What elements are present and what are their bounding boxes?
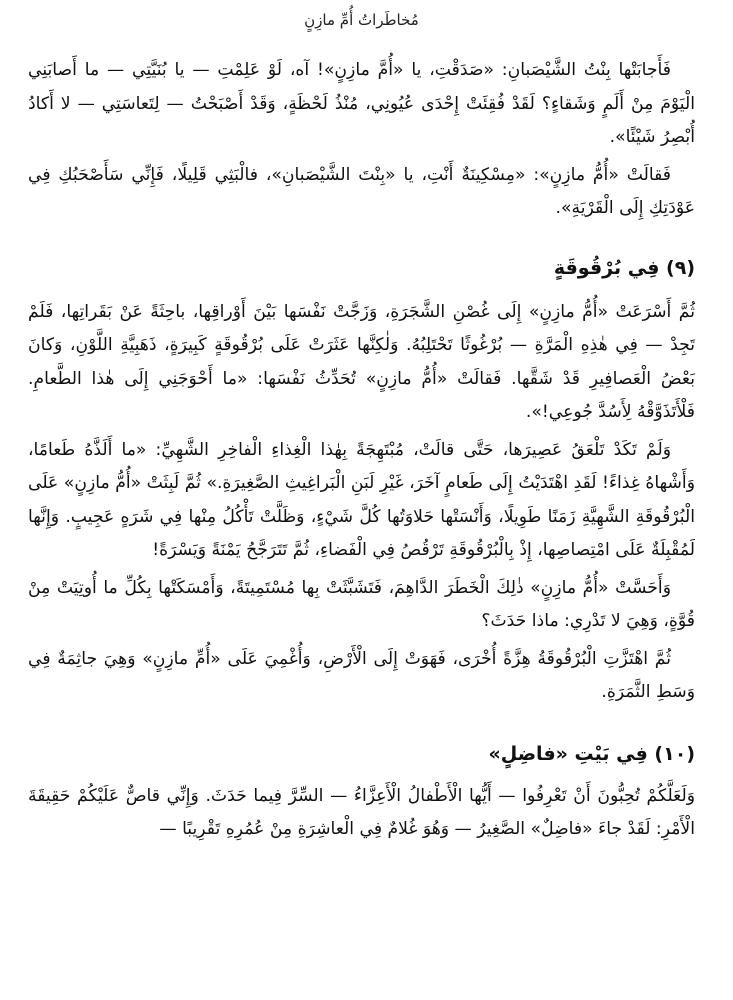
opening-text [28, 54, 695, 226]
running-header: مُخاطَراتُ أُمِّ مازِنٍ [304, 11, 419, 29]
paragraph: وَلَعَلَّكُمْ تُحِبُّونَ أَنْ تَعْرِفُوا — أَيُّها الْأَطْفالُ الْأَعِزَّاءُ — السِّرَّ فِيما حَدَثَ. وَإِنِّي قاصٌّ عَلَيْكُمْ حَقِيقَةَ الْأَمْرِ: لَقَدْ جاءَ «فاضِلٌ» الصَّغِيرُ — وَهُوَ غُلامٌ فِي الْعاشِرَةِ مِنْ عُمُرِهِ تَقْرِيبًا — [28, 785, 695, 839]
section-body [28, 296, 695, 710]
paragraph: وَلَمْ تَكَدْ تَلْعَقُ عَصِيرَها، حَتَّى قالَتْ، مُبْتَهِجَةً بِهٰذا الْغِذاءِ الْفاخِرِ الشَّهِيِّ: «ما أَلَذَّهُ طَعامًا، وَأَشْهاهُ غِذاءً! لَقَدِ اهْتَدَيْتُ إِلَى طَعامٍ آخَرَ، غَيْرِ لَبَنِ الْبَراغِيثِ الصَّغِيرَةِ.» ثُمَّ لَبِثَتْ «أُمُّ مازِنٍ» عَلَى الْبُرْقُوقَةِ الشَّهِيَّةِ زَمَنًا طَوِيلًا، وَأَنْسَتْها حَلاوَتُها كُلَّ شَيْءٍ، وَظَلَّتْ تَأْكُلُ مِنْها فِي شَرَهٍ عَجِيبٍ. وَإِنَّها لَمُقْبِلَةٌ عَلَى امْتِصاصِها، إِذْ بِالْبُرْقُوقَةِ تَرْقُصُ فِي الْفَضاءِ، ثُمَّ تَتَرَجَّحُ يَمْنَةً وَيَسْرَةً! [28, 439, 695, 560]
section-body [28, 780, 695, 847]
section-heading: (٩) فِي بُرْقُوقَةٍ [553, 256, 695, 279]
paragraph: فَأَجابَتْها بِنْتُ الشَّيْصَبانِ: «صَدَقْتِ، يا «أُمَّ مازِنٍ»! آه، لَوْ عَلِمْتِ — يا بُنَيَّتِي — ما أَصابَنِي الْيَوْمَ مِنْ أَلَمٍ وَشَقاءٍ؟ لَقَدْ فُقِئَتْ إِحْدَى عُيُونِي، مُنْذُ لَحْظَةٍ، وَقَدْ أَصْبَحْتُ — لِتَعاسَتِي — لا أَكادُ أُبْصِرُ شَيْئًا». [28, 60, 695, 147]
paragraph: فَقالَتْ «أُمُّ مازِنٍ»: «مِسْكِينَةٌ أَنْتِ، يا «بِنْتَ الشَّيْصَبانِ»، فالْبَثِي قَلِيلًا، فَإِنِّي سَأَصْحَبُكِ فِي عَوْدَتِكِ إِلَى الْقَرْيَةِ». [28, 164, 695, 218]
paragraph: ثُمَّ أَسْرَعَتْ «أُمُّ مازِنٍ» إِلَى غُصْنِ الشَّجَرَةِ، وَزَجَّتْ نَفْسَها بَيْنَ أَوْراقِها، باحِثَةً عَنْ بَقَراتِها، فَلَمْ تَجِدْ — فِي هٰذِهِ الْمَرَّةِ — بُرْغُوثًا تَحْتَلِبُهُ. وَلٰكِنَّها عَثَرَتْ عَلَى بُرْقُوقَةٍ كَبِيرَةٍ، ذَهَبِيَّةِ اللَّوْنِ، وَكانَ بَعْضُ الْعَصافِيرِ قَدْ شَقَّها. فَقالَتْ «أُمُّ مازِنٍ» تُحَدِّثُ نَفْسَها: «ما أَحْوَجَنِي إِلَى هٰذا الطَّعامِ. فَلْأَتَذَوَّقْهُ لِأَسُدَّ جُوعِي!». [28, 301, 695, 422]
paragraph: وَأَحَسَّتْ «أُمُّ مازِنٍ» ذٰلِكَ الْخَطَرَ الدَّاهِمَ، فَتَشَبَّثَتْ بِها مُسْتَمِيتَةً، وَأَمْسَكَتْها بِكُلِّ ما أُوتِيَتْ مِنْ قُوَّةٍ، وَهِيَ لا تَدْرِي: ماذا حَدَثَ؟ [28, 577, 695, 631]
paragraph: ثُمَّ اهْتَزَّتِ الْبُرْقُوقَةُ هِزَّةً أُخْرَى، فَهَوَتْ إِلَى الْأَرْضِ، وَأُغْمِيَ عَلَى «أُمِّ مازِنٍ» وَهِيَ جاثِمَةٌ فِي وَسَطِ الثَّمَرَةِ. [28, 648, 695, 702]
section-heading: (١٠) فِي بَيْتِ «فاضِلٍ» [488, 742, 695, 765]
